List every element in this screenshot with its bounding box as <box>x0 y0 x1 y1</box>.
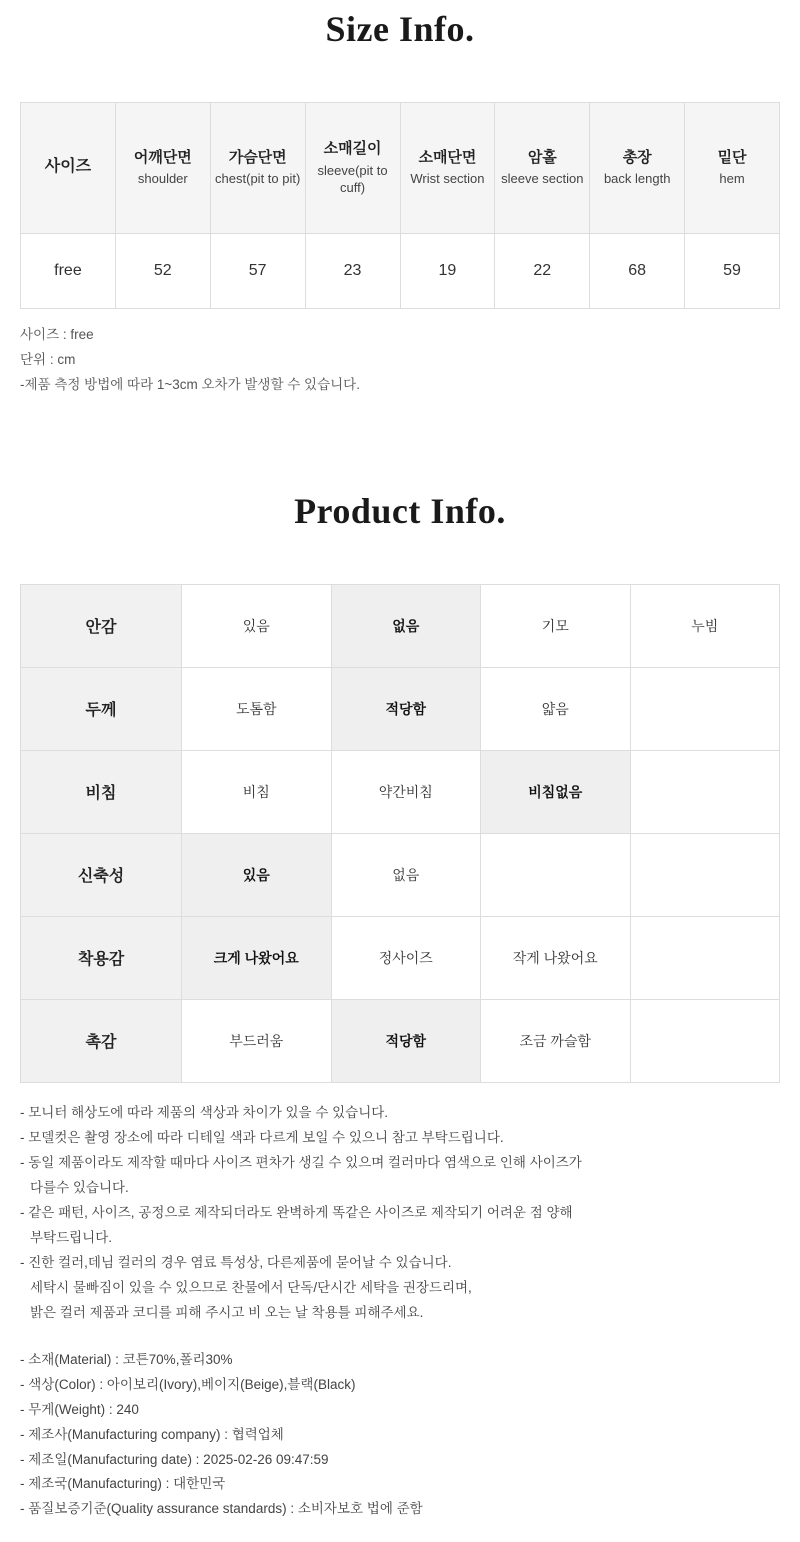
product-option-cell: 없음 <box>331 833 481 916</box>
size-note-line: -제품 측정 방법에 따라 1~3cm 오차가 발생할 수 있습니다. <box>20 376 360 392</box>
size-header-ko: 암홀 <box>527 149 557 167</box>
size-header-ko: 어깨단면 <box>133 149 192 167</box>
size-note-line: 사이즈 : free <box>20 327 94 342</box>
size-info-table <box>20 102 780 309</box>
disclaimer-line: - 같은 패턴, 사이즈, 공정으로 제작되더라도 완벽하게 똑같은 사이즈로 제작되기 어려운 점 양해 <box>20 1204 573 1220</box>
size-table-header-row <box>21 103 780 234</box>
product-option-cell: 정사이즈 <box>331 916 481 999</box>
materials-block <box>20 1348 780 1523</box>
size-header-en: sleeve section <box>501 171 584 187</box>
size-header-ko: 사이즈 <box>44 158 92 176</box>
product-row-label: 비침 <box>21 750 182 833</box>
table-row <box>21 999 780 1082</box>
product-option-cell: 작게 나왔어요 <box>481 916 631 999</box>
size-cell: free <box>21 234 116 309</box>
size-header-cell <box>115 103 210 234</box>
disclaimer-line: - 동일 제품이라도 제작할 때마다 사이즈 편차가 생길 수 있으며 컬러마다 염색으로 인해 사이즈가 <box>20 1154 582 1170</box>
size-cell: 59 <box>685 234 780 309</box>
product-option-cell: 비침 <box>182 750 332 833</box>
material-line: - 제조국(Manufacturing) : 대한민국 <box>20 1476 226 1492</box>
size-note-line: 단위 : cm <box>20 351 76 367</box>
size-header-en: shoulder <box>137 171 188 187</box>
size-cell: 57 <box>210 234 305 309</box>
size-header-ko: 가슴단면 <box>228 149 287 167</box>
size-cell: 23 <box>305 234 400 309</box>
disclaimer-line: 밝은 컬러 제품과 코디를 피해 주시고 비 오는 날 착용틀 피해주세요. <box>30 1304 424 1320</box>
product-row-label: 촉감 <box>21 999 182 1082</box>
size-header-ko: 소매길이 <box>323 140 382 158</box>
material-line: - 제조일(Manufacturing date) : 2025-02-26 09:47:59 <box>20 1451 329 1467</box>
product-option-cell: 있음 <box>182 833 332 916</box>
product-row-label: 신축성 <box>21 833 182 916</box>
disclaimer-line: 부탁드립니다. <box>30 1229 112 1245</box>
product-option-cell: 부드러움 <box>182 999 332 1082</box>
product-option-cell: 크게 나왔어요 <box>182 916 332 999</box>
product-option-cell <box>630 999 780 1082</box>
table-row <box>21 667 780 750</box>
size-notes <box>20 323 780 398</box>
table-row <box>21 916 780 999</box>
size-header-cell <box>305 103 400 234</box>
product-option-cell: 있음 <box>182 584 332 667</box>
size-cell: 22 <box>495 234 590 309</box>
product-option-cell: 약간비침 <box>331 750 481 833</box>
disclaimer-line: 다를수 있습니다. <box>30 1179 129 1195</box>
size-table-row <box>21 234 780 309</box>
disclaimer-line: - 모니터 해상도에 따라 제품의 색상과 차이가 있을 수 있습니다. <box>20 1104 389 1120</box>
product-option-cell: 얇음 <box>481 667 631 750</box>
product-info-title: Product Info. <box>294 490 506 531</box>
size-header-en: Wrist section <box>410 171 485 187</box>
product-option-cell <box>630 916 780 999</box>
product-option-cell <box>630 667 780 750</box>
product-option-cell: 적당함 <box>331 667 481 750</box>
table-row <box>21 584 780 667</box>
product-row-label: 두께 <box>21 667 182 750</box>
size-cell: 68 <box>590 234 685 309</box>
size-header-ko: 총장 <box>622 149 652 167</box>
product-option-cell: 적당함 <box>331 999 481 1082</box>
size-header-ko: 소매단면 <box>418 149 477 167</box>
product-row-label: 착용감 <box>21 916 182 999</box>
material-line: - 색상(Color) : 아이보리(Ivory),베이지(Beige),블랙(Black) <box>20 1376 356 1392</box>
table-row <box>21 833 780 916</box>
product-option-cell: 도톰함 <box>182 667 332 750</box>
product-option-cell: 비침없음 <box>481 750 631 833</box>
disclaimer-line: - 모델컷은 촬영 장소에 따라 디테일 색과 다르게 보일 수 있으니 참고 부탁드립니다. <box>20 1129 504 1145</box>
size-header-en: hem <box>719 171 745 187</box>
size-header-cell <box>495 103 590 234</box>
product-option-cell <box>481 833 631 916</box>
product-option-cell <box>630 833 780 916</box>
size-header-ko: 밑단 <box>717 149 747 167</box>
material-line: - 소재(Material) : 코튼70%,폴리30% <box>20 1351 233 1367</box>
table-row <box>21 750 780 833</box>
size-header-cell <box>590 103 685 234</box>
size-header-cell <box>400 103 495 234</box>
size-header-cell <box>210 103 305 234</box>
size-header-en: back length <box>603 171 671 187</box>
product-option-cell: 조금 까슬함 <box>481 999 631 1082</box>
size-header-en: chest(pit to pit) <box>215 171 301 187</box>
disclaimer-line: - 진한 컬러,데님 컬러의 경우 염료 특성상, 다른제품에 묻어날 수 있습니다. <box>20 1254 452 1270</box>
product-option-cell: 누빔 <box>630 584 780 667</box>
size-header-cell <box>685 103 780 234</box>
size-header-en: sleeve(pit to cuff) <box>317 162 388 196</box>
product-option-cell <box>630 750 780 833</box>
size-info-title: Size Info. <box>325 9 475 49</box>
material-line: - 제조사(Manufacturing company) : 협력업체 <box>20 1426 284 1442</box>
size-header-cell <box>21 103 116 234</box>
size-cell: 19 <box>400 234 495 309</box>
product-info-table <box>20 584 780 1083</box>
material-line: - 품질보증기준(Quality assurance standards) : 소비자보호 법에 준함 <box>20 1501 423 1517</box>
disclaimer-block <box>20 1101 780 1326</box>
material-line: - 무게(Weight) : 240 <box>20 1401 139 1417</box>
product-option-cell: 없음 <box>331 584 481 667</box>
size-cell: 52 <box>115 234 210 309</box>
product-row-label: 안감 <box>21 584 182 667</box>
product-option-cell: 기모 <box>481 584 631 667</box>
disclaimer-line: 세탁시 물빠짐이 있을 수 있으므로 찬물에서 단독/단시간 세탁을 권장드리며, <box>30 1279 472 1295</box>
